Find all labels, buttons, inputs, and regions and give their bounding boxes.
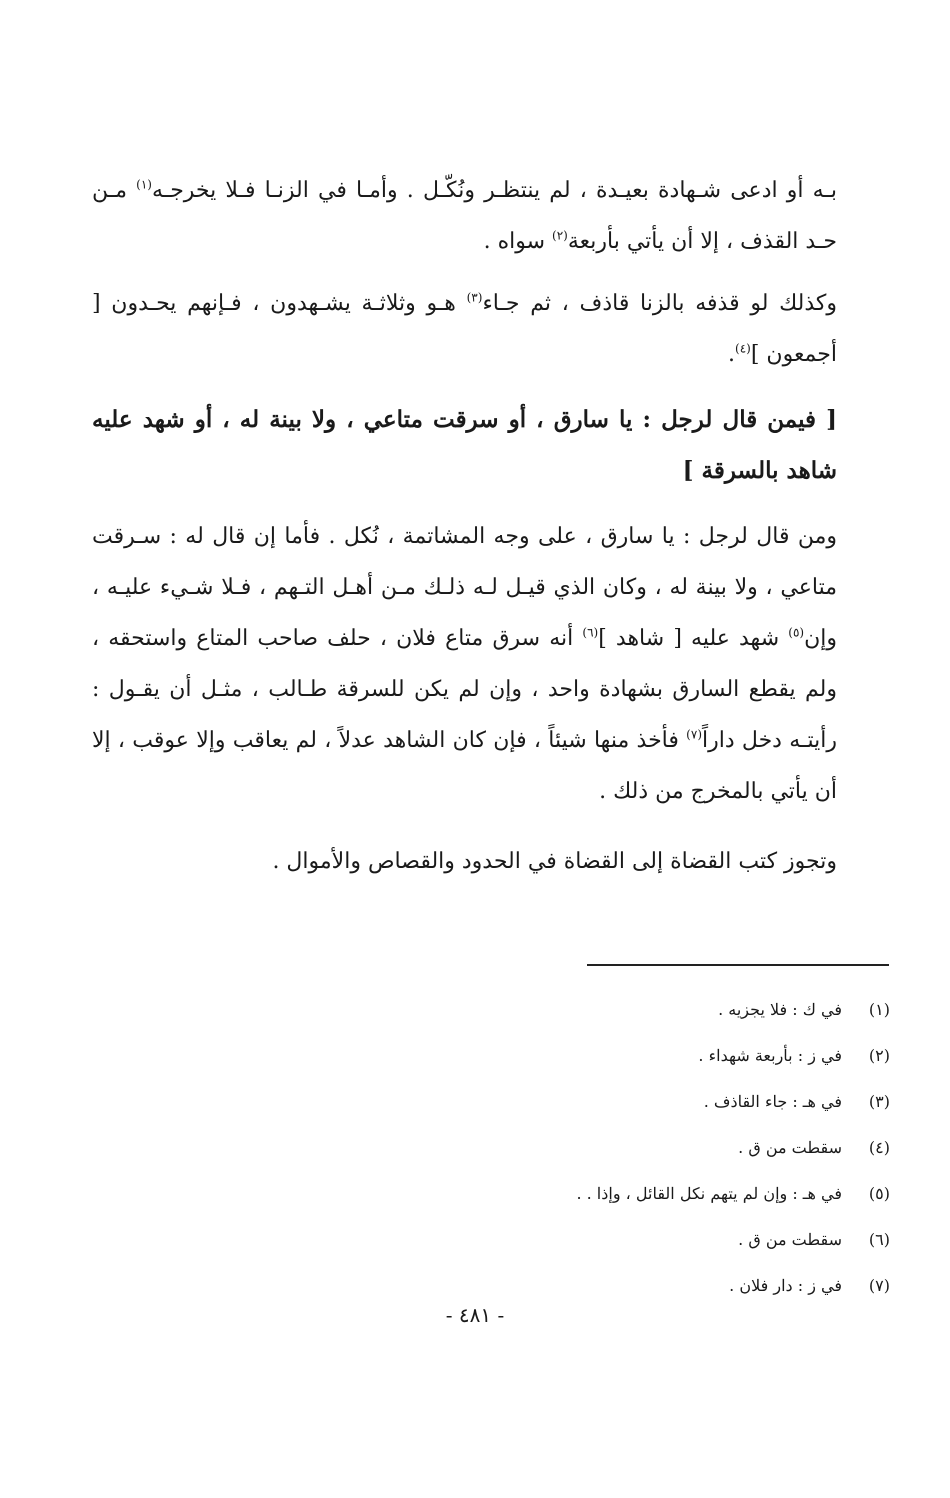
footnote-text: في ك : فلا يجزيه . [718, 1000, 842, 1019]
footnote-item [370, 1217, 890, 1263]
paragraph-1-text-a: بـه أو ادعى شـهادة بعيـدة ، لم ينتظـر ونُكّـل . وأمـا في الزنـا فـلا يخرجـه [151, 178, 837, 203]
footnote-text: في هـ : جاء القاذف . [703, 1092, 842, 1111]
paragraph-3-text-a: ومن قال لرجل : يا سارق ، على وجه المشاتمة ، نُكل . فأما إن قال له : سـرقت متاعي ، ولا بينة له ، وكان الذي قيـل لـه ذلـك مـن أهـل التـهم ، فـلا شـيء عليـه ، وإن [92, 524, 837, 651]
footnote-ref-7[interactable]: (٧) [686, 727, 702, 742]
footnote-item [370, 1033, 890, 1079]
section-heading: [ فيمن قال لرجل : يا سارق ، أو سرقت متاعي ، ولا بينة له ، أو شهد عليه شاهد بالسرقة ] [92, 406, 837, 484]
footnote-divider [587, 964, 889, 966]
footnote-list [370, 987, 890, 1309]
paragraph-3-text-d: فأخذ منها شيئاً ، فإن كان الشاهد عدلاً ، لم يعاقب وإلا عوقب ، إلا أن يأتي بالمخرج من ذلك . [92, 728, 837, 804]
footnote-item [370, 1079, 890, 1125]
footnote-ref-2[interactable]: (٢) [552, 228, 568, 243]
footnote-number: (٤) [868, 1138, 890, 1157]
footnote-number: (١) [868, 1000, 890, 1019]
footnote-item [370, 1125, 890, 1171]
paragraph-3 [92, 511, 837, 817]
footnote-item [370, 1171, 890, 1217]
footnote-text: سقطت من ق . [738, 1230, 842, 1249]
footnote-ref-6[interactable]: (٦) [582, 625, 599, 640]
paragraph-2-text-b: هـو وثلاثـة يشـهدون ، فـإنهم يحـدون [ أجمعون ] [92, 291, 837, 367]
footnote-ref-3[interactable]: (٣) [466, 290, 483, 305]
paragraph-2-text-a: وكذلك لو قذفه بالزنا قاذف ، ثم جـاء [482, 291, 837, 316]
footnote-number: (٥) [868, 1184, 890, 1203]
footnote-number: (٦) [868, 1230, 890, 1249]
footnote-ref-4[interactable]: (٤) [735, 341, 751, 356]
footnote-text: سقطت من ق . [738, 1138, 842, 1157]
paragraph-1 [92, 165, 837, 267]
paragraph-2 [92, 278, 837, 380]
footnote-ref-5[interactable]: (٥) [788, 625, 805, 640]
footnote-ref-1[interactable]: (١) [136, 177, 152, 192]
paragraph-4: وتجوز كتب القضاة إلى القضاة في الحدود والقصاص والأموال . [272, 849, 837, 874]
footnote-number: (٧) [868, 1276, 890, 1295]
paragraph-1-text-c: سواه . [483, 229, 553, 254]
page-number: - ٤٨١ - [445, 1303, 505, 1327]
footnote-number: (٢) [868, 1046, 890, 1065]
paragraph-3-text-b: شهد عليه [ شاهد ] [598, 626, 789, 651]
footnote-text: في ز : دار فلان . [729, 1276, 842, 1295]
footnote-text: في هـ : وإن لم يتهم نكل القائل ، وإذا . . [576, 1184, 842, 1203]
footnote-text: في ز : بأربعة شهداء . [698, 1046, 842, 1065]
paragraph-2-text-c: . [728, 342, 736, 367]
footnote-item [370, 987, 890, 1033]
footnote-number: (٣) [868, 1092, 890, 1111]
paragraph-3-text-c: أنه سرق متاع فلان ، حلف صاحب المتاع واستحقه ، ولم يقطع السارق بشهادة واحد ، وإن لم يكن للسرقة طـالب ، مثـل أن يقـول : رأيتـه دخل داراً [92, 626, 837, 753]
paragraph-1-text-b: مـن حـد القذف ، إلا أن يأتي بأربعة [92, 178, 837, 254]
